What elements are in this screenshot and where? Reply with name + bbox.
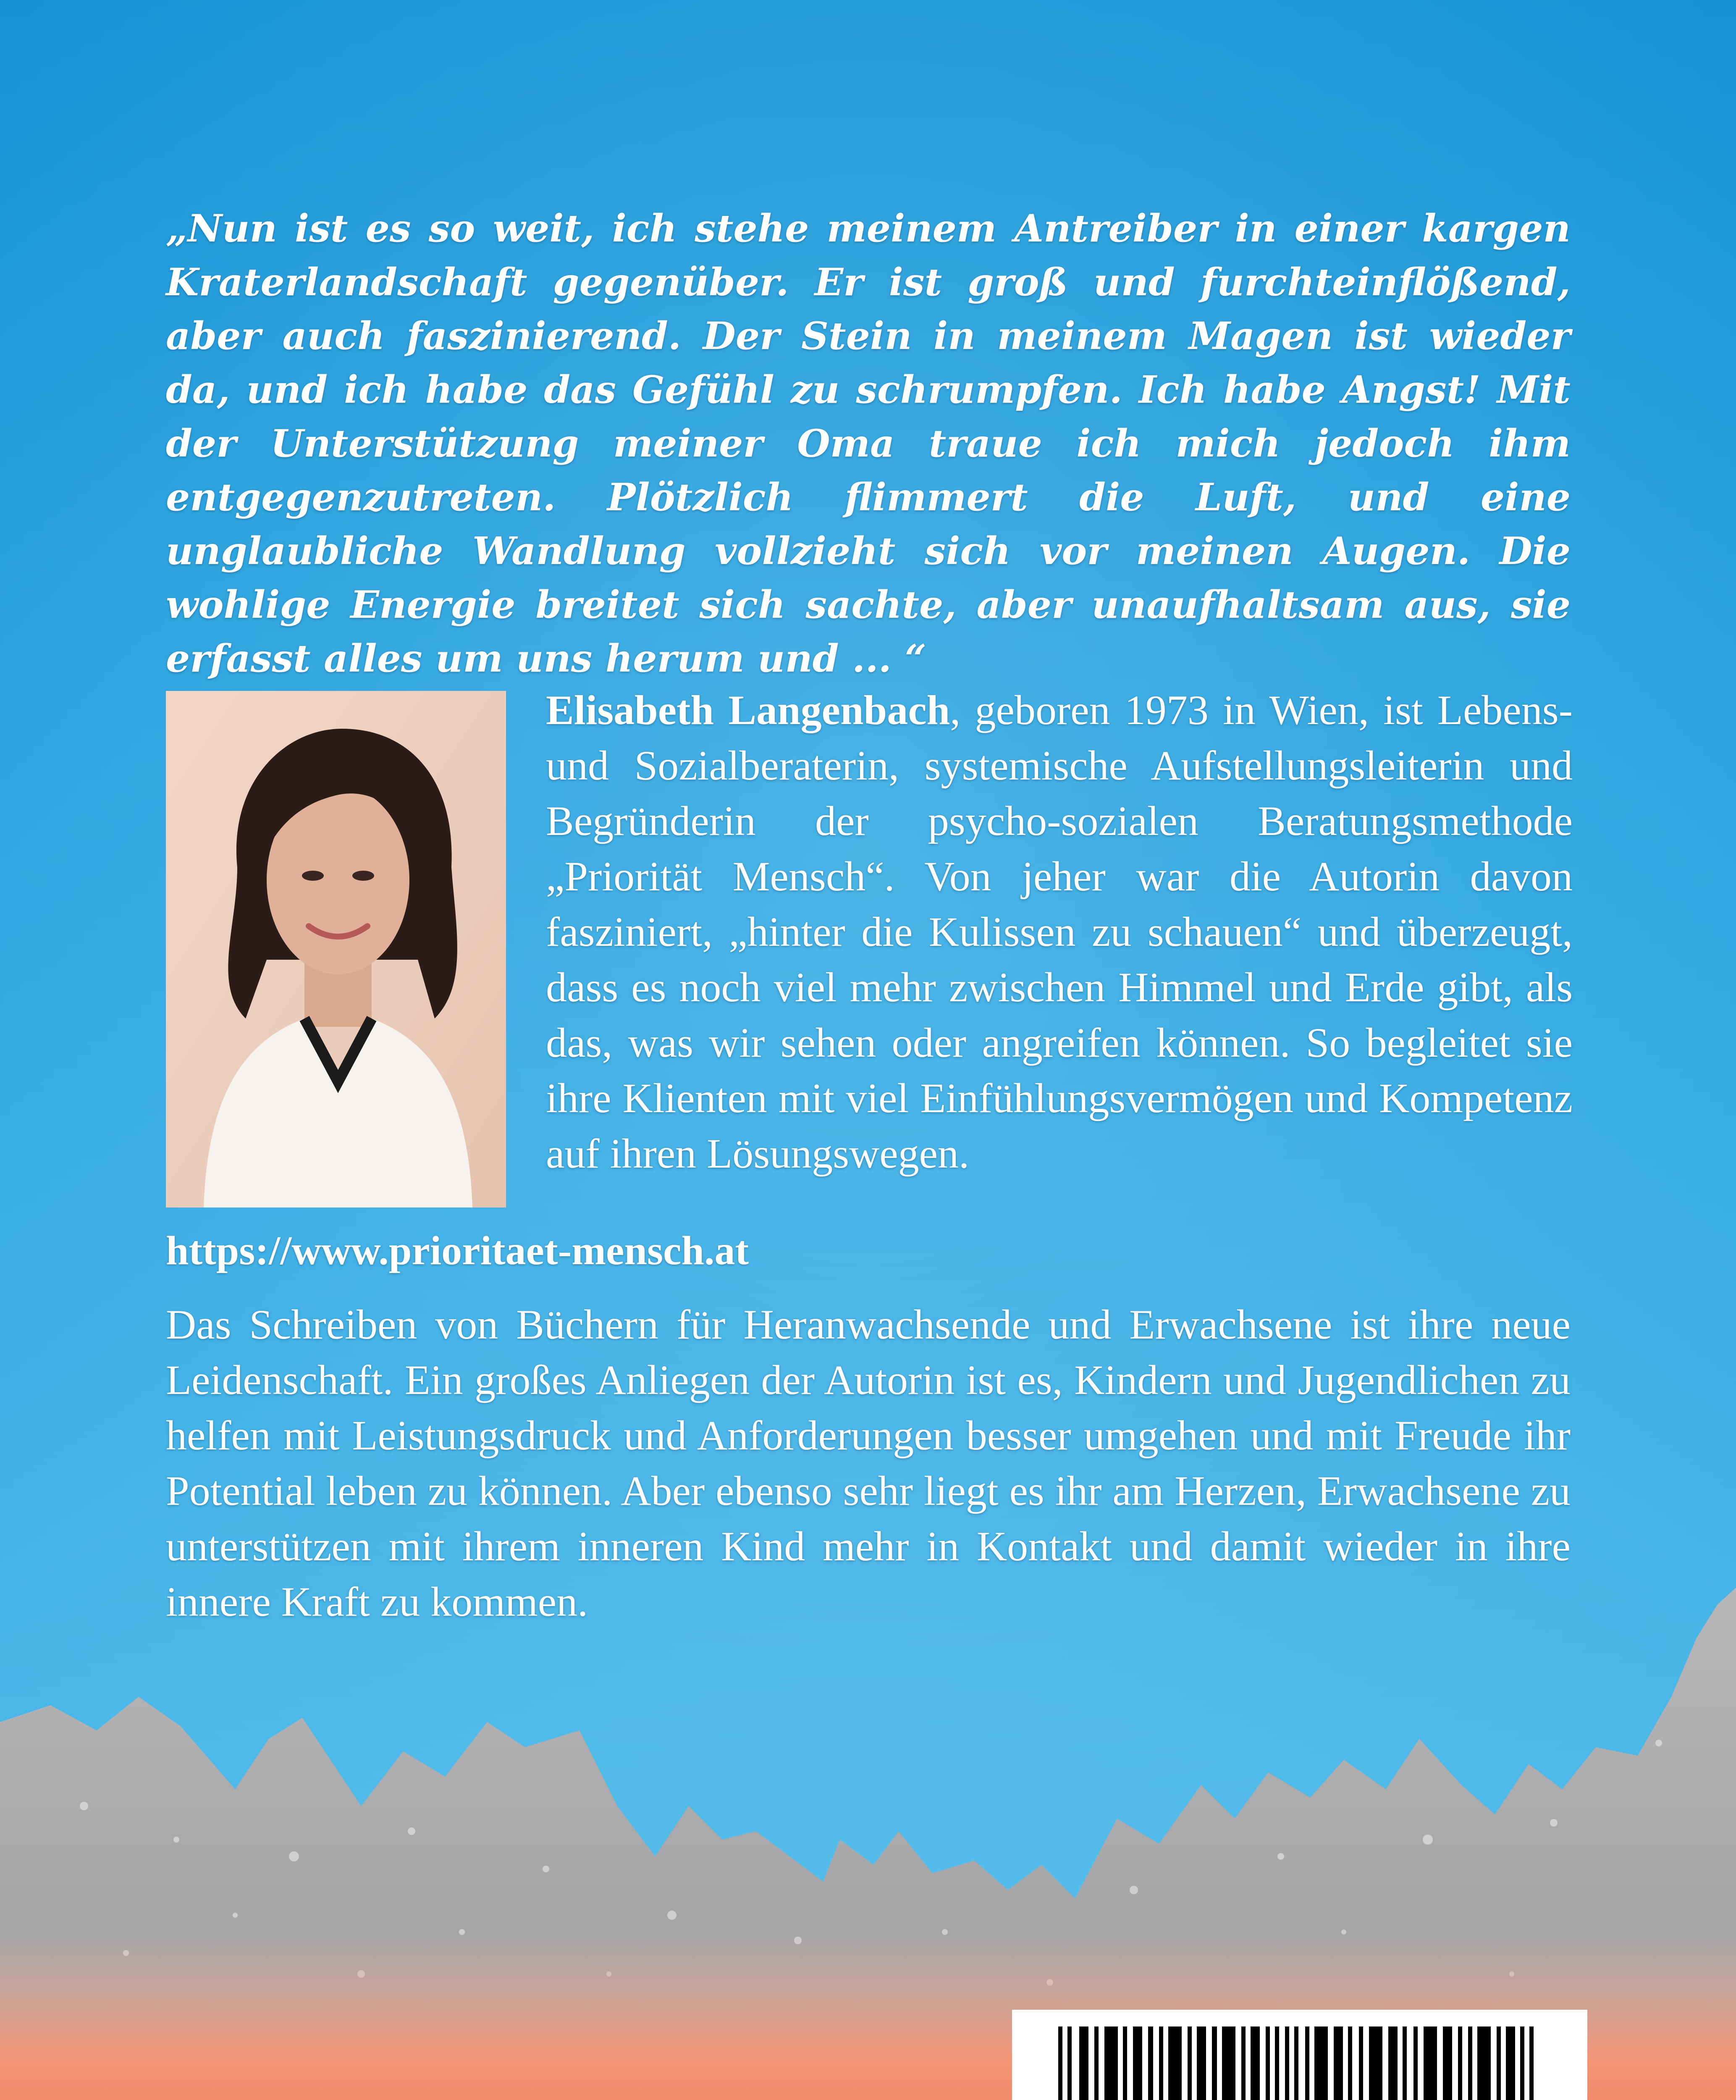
author-name: Elisabeth Langenbach <box>546 687 950 733</box>
barcode-bars <box>1012 2010 1587 2100</box>
author-bio <box>546 682 1573 1181</box>
book-description: Das Schreiben von Büchern für Heranwachsende und Erwachsene ist ihre neue Leidenschaft. Ein großes Anliegen der Autorin ist es, Kindern und Jugendlichen zu helfen mit Leistungsdruck und Anforderungen besser umgehen und mit Freude ihr Potential leben zu können. Aber ebenso sehr liegt es ihr am Herzen, Erwachsene zu unterstützen mit ihrem inneren Kind mehr in Kontakt und damit wieder in ihre innere Kraft zu kommen. <box>166 1301 1571 1625</box>
author-website-link[interactable]: https://www.prioritaet-mensch.at <box>166 1228 749 1273</box>
excerpt-quote: „Nun ist es so weit, ich stehe meinem Antreiber in einer kargen Kraterlandschaft gegenüber. Er ist groß und furchteinflößend, aber auch faszinierend. Der Stein in meinem Magen ist wieder da, und ich habe das Gefühl zu schrumpfen. Ich habe Angst! Mit der Unterstützung meiner Oma traue ich mich jedoch ihm entgegenzutreten. Plötzlich flimmert die Luft, und eine unglaubliche Wandlung vollzieht sich vor meinen Augen. Die wohlige Energie breitet sich sachte, aber unaufhaltsam aus, sie erfasst alles um uns herum und ... “ <box>166 206 1571 681</box>
isbn-barcode <box>1012 2010 1587 2100</box>
author-bio-text: , geboren 1973 in Wien, ist Lebens- und Sozialberaterin, systemische Aufstellungsleiterin und Begründerin der psycho-sozialen Beratungsmethode „Priorität Mensch“. Von jeher war die Autorin davon fasziniert, „hinter die Kulissen zu schauen“ und überzeugt, dass es noch viel mehr zwischen Himmel und Erde gibt, als das, was wir sehen oder angreifen können. So begleitet sie ihre Klienten mit viel Einfühlungsvermögen und Kompetenz auf ihren Lösungswegen. <box>546 687 1573 1177</box>
author-photo <box>166 691 506 1208</box>
